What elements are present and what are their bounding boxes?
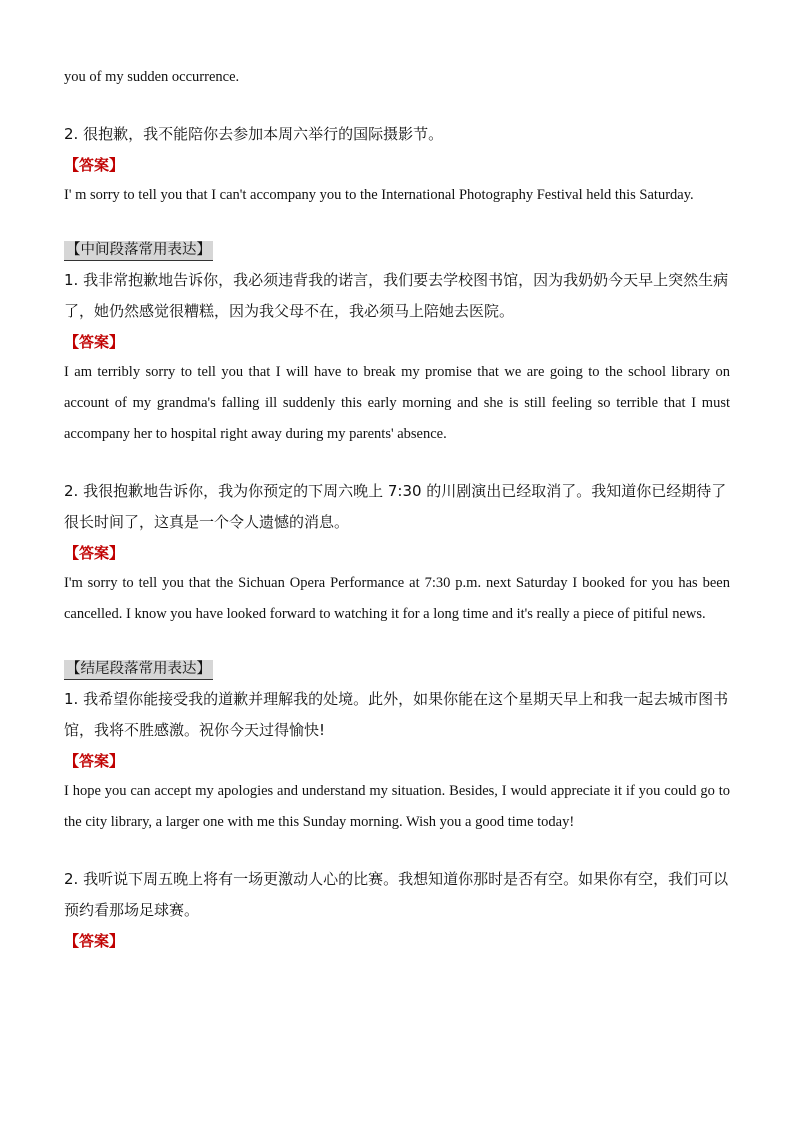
- answer-label: 【答案】: [64, 752, 125, 770]
- middle-section-title: 【中间段落常用表达】: [64, 241, 213, 261]
- intro-fragment: you of my sudden occurrence.: [64, 69, 240, 85]
- opening-item-2: [64, 119, 730, 211]
- middle-item-2: [64, 476, 730, 630]
- ending-item-1-answer: I hope you can accept my apologies and understand my situation. Besides, I would appreciate it if you could go to the city library, a larger one with me this Sunday morning. Wish you a good time today!: [64, 783, 730, 830]
- ending-item-2: [64, 864, 730, 956]
- opening-item-2-question: 2. 很抱歉，我不能陪你去参加本周六举行的国际摄影节。: [64, 125, 444, 143]
- middle-item-2-answer: I'm sorry to tell you that the Sichuan Opera Performance at 7:30 p.m. next Saturday I booked for you has been cancelled. I know you have looked forward to watching it for a long time and it's really a piece of pitiful news.: [64, 575, 730, 622]
- ending-item-1-question: 1. 我希望你能接受我的道歉并理解我的处境。此外，如果你能在这个星期天早上和我一起去城市图书馆，我将不胜感激。祝你今天过得愉快!: [64, 690, 729, 739]
- ending-item-1: [64, 684, 730, 838]
- answer-label: 【答案】: [64, 333, 125, 351]
- ending-section-title: 【结尾段落常用表达】: [64, 660, 213, 680]
- opening-item-2-answer: I' m sorry to tell you that I can't accompany you to the International Photography Festival held this Saturday.: [64, 187, 694, 203]
- answer-label: 【答案】: [64, 932, 125, 950]
- answer-label: 【答案】: [64, 544, 125, 562]
- answer-label: 【答案】: [64, 156, 125, 174]
- ending-item-2-question: 2. 我听说下周五晚上将有一场更激动人心的比赛。我想知道你那时是否有空。如果你有空，我们可以预约看那场足球赛。: [64, 870, 729, 919]
- middle-item-1: [64, 265, 730, 450]
- middle-item-1-answer: I am terribly sorry to tell you that I will have to break my promise that we are going to the school library on account of my grandma's falling ill suddenly this early morning and she is still feeling so terrible that I must accompany her to hospital right away during my parents' absence.: [64, 364, 730, 442]
- middle-item-2-question: 2. 我很抱歉地告诉你，我为你预定的下周六晚上 7:30 的川剧演出已经取消了。我知道你已经期待了很长时间了，这真是一个令人遗憾的消息。: [64, 482, 727, 531]
- middle-item-1-question: 1. 我非常抱歉地告诉你，我必须违背我的诺言，我们要去学校图书馆，因为我奶奶今天早上突然生病了，她仍然感觉很糟糕，因为我父母不在，我必须马上陪她去医院。: [64, 271, 729, 320]
